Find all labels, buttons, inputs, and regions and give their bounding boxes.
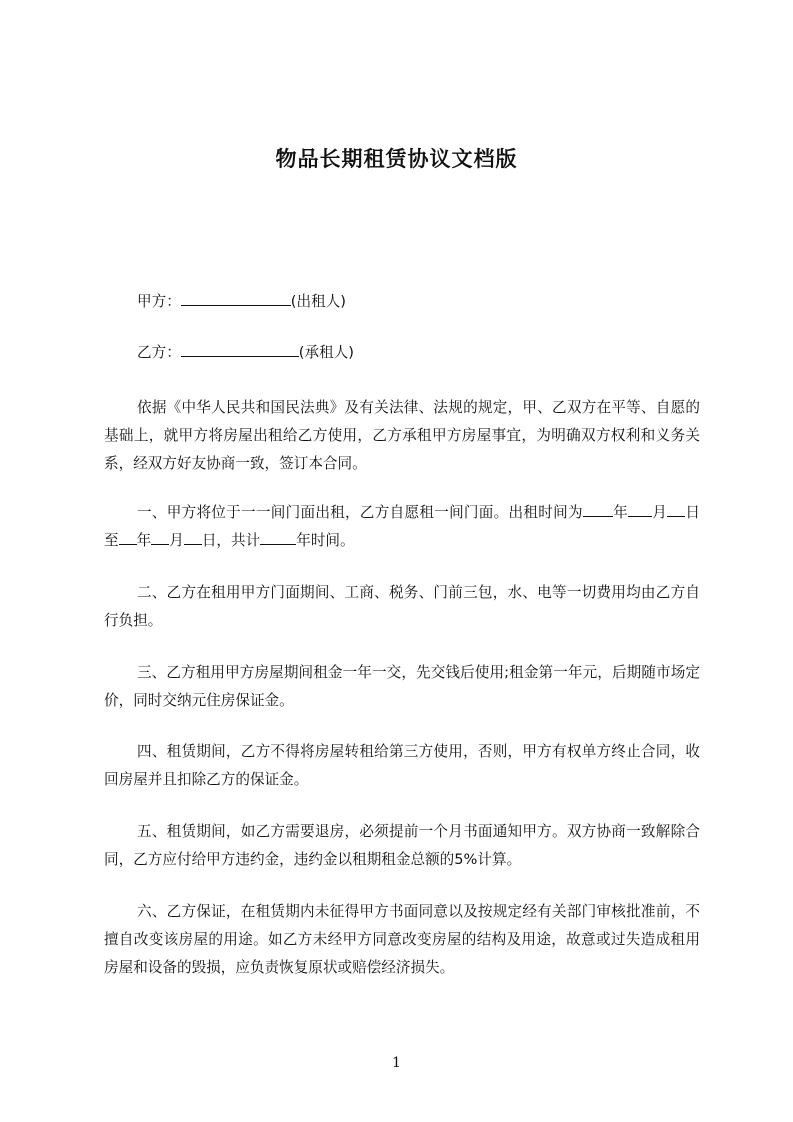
clause-1-start-month-blank: [628, 502, 652, 517]
clause-1-text-h: 年时间。: [296, 532, 355, 549]
clause-1-end-year-blank: [119, 530, 137, 545]
clause-1-years-blank: [260, 530, 296, 545]
clause-1-text-a: 一、甲方将位于一一间门面出租，乙方自愿租一间门面。出租时间为: [137, 504, 583, 521]
clause-2: 二、乙方在租用甲方门面期间、工商、税务、门前三包，水、电等一切费用均由乙方自行负担。: [104, 584, 700, 629]
party-a-line: [104, 288, 700, 316]
page-number: 1: [392, 1055, 401, 1071]
clause-5: 五、租赁期间，如乙方需要退房，必须提前一个月书面通知甲方。双方协商一致解除合同，乙方应付给甲方违约金，违约金以租期租金总额的5%计算。: [104, 823, 700, 868]
clause-1-text-g: 日，共计: [201, 532, 261, 549]
clause-1-start-year-blank: [583, 502, 613, 517]
clause-6: 六、乙方保证，在租赁期内未征得甲方书面同意以及按规定经有关部门审核批准前，不擅自改变该房屋的用途。如乙方未经甲方同意改变房屋的结构及用途，故意或过失造成租用房屋和设备的毁损，应负责恢复原状或赔偿经济损失。: [104, 903, 700, 976]
party-b-blank: [181, 342, 299, 357]
party-b-role: (承租人): [298, 344, 354, 361]
clause-1-end-month-blank: [151, 530, 169, 545]
clause-4: 四、租赁期间，乙方不得将房屋转租给第三方使用，否则，甲方有权单方终止合同，收回房屋并且扣除乙方的保证金。: [104, 743, 700, 788]
clause-3: 三、乙方租用甲方房屋期间租金一年一交，先交钱后使用;租金第一年元，后期随市场定价，同时交纳元住房保证金。: [104, 664, 700, 709]
party-a-role: (出租人): [290, 293, 346, 310]
clause-1-text-f: 月: [169, 532, 184, 549]
party-a-blank: [181, 291, 291, 306]
clause-1-text-b: 年: [612, 504, 628, 521]
clause-1-text-c: 月: [651, 504, 668, 521]
clause-1-text-e: 年: [136, 532, 152, 549]
clause-1: [104, 499, 700, 555]
party-b-label: 乙方：: [137, 344, 181, 361]
intro-paragraph: 依据《中华人民共和国民法典》及有关法律、法规的规定，甲、乙双方在平等、自愿的基础上，就甲方将房屋出租给乙方使用，乙方承租甲方房屋事宜，为明确双方权利和义务关系，经双方好友协商一致，签订本合同。: [104, 399, 700, 472]
party-a-label: 甲方：: [137, 293, 181, 310]
clause-1-text-d: 日至: [104, 504, 700, 549]
clause-1-end-day-blank: [184, 530, 202, 545]
party-b-line: [104, 339, 700, 367]
document-title: 物品长期租赁协议文档版: [275, 147, 518, 171]
clause-1-start-day-blank: [667, 502, 685, 517]
